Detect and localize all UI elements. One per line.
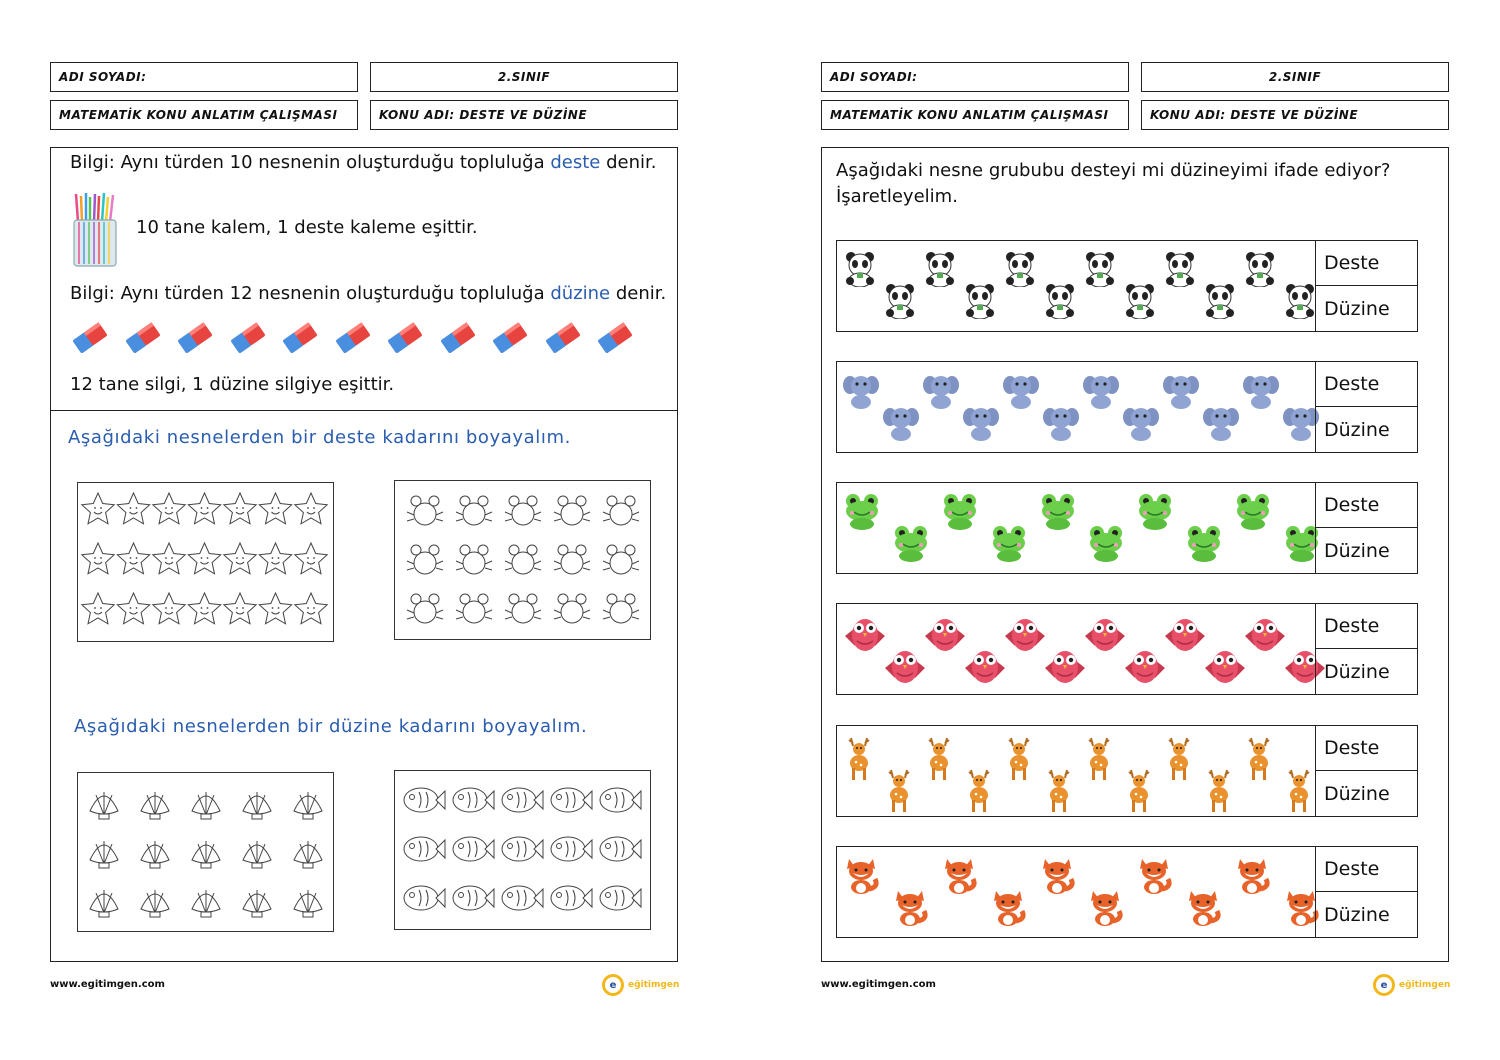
name-field: ADI SOYADI: <box>821 62 1129 92</box>
deer-icon <box>1283 768 1315 818</box>
option-duzine[interactable]: Düzine <box>1324 782 1390 805</box>
class-field: 2.SINIF <box>1141 62 1449 92</box>
fish-icon[interactable] <box>551 788 592 812</box>
fox-icon <box>1039 857 1075 899</box>
answer-options <box>1315 847 1417 937</box>
fox-icon <box>892 889 928 931</box>
deer-group <box>837 726 1315 816</box>
option-deste[interactable]: Deste <box>1316 847 1417 892</box>
eraser-icon <box>123 318 163 362</box>
elephant-icon <box>1283 404 1319 446</box>
logo-mark-icon: e <box>1373 974 1395 996</box>
frog-icon <box>1087 525 1125 567</box>
deer-icon <box>963 768 995 818</box>
deer-icon <box>1003 736 1035 786</box>
crab-icon[interactable] <box>603 496 639 525</box>
shell-icon[interactable] <box>192 792 220 819</box>
deer-icon <box>923 736 955 786</box>
fish-icon[interactable] <box>551 886 592 910</box>
shell-icon[interactable] <box>141 841 169 868</box>
crab-grid-icons <box>395 481 649 638</box>
fish-grid[interactable] <box>394 770 651 930</box>
fish-icon[interactable] <box>600 788 641 812</box>
star-icon[interactable] <box>259 593 291 624</box>
owl-icon <box>1083 614 1127 658</box>
crab-icon[interactable] <box>407 496 443 525</box>
animal-row-elephant <box>836 361 1418 453</box>
shell-icon[interactable] <box>192 890 220 917</box>
panda-icon <box>923 251 957 291</box>
topic-field: KONU ADI: DESTE VE DÜZİNE <box>370 100 678 130</box>
star-icon[interactable] <box>153 493 185 524</box>
star-icon[interactable] <box>259 493 291 524</box>
panda-icon <box>883 283 917 323</box>
owl-icon <box>1163 614 1207 658</box>
star-icon[interactable] <box>153 543 185 574</box>
elephant-icon <box>963 404 999 446</box>
elephant-icon <box>843 372 879 414</box>
fox-icon <box>1234 857 1270 899</box>
pencil-cup-icon <box>70 192 120 270</box>
question-line-1: Aşağıdaki nesne grububu desteyi mi düzineyimi ifade ediyor? <box>836 160 1391 181</box>
logo-mark-icon: e <box>602 974 624 996</box>
owl-icon <box>883 646 927 690</box>
owl-icon <box>1123 646 1167 690</box>
fish-grid-icons <box>395 771 649 928</box>
animal-row-panda <box>836 240 1418 332</box>
animal-row-fox <box>836 846 1418 938</box>
topic-field: KONU ADI: DESTE VE DÜZİNE <box>1141 100 1449 130</box>
eraser-icon <box>280 318 320 362</box>
crab-icon[interactable] <box>603 594 639 623</box>
crab-icon[interactable] <box>407 594 443 623</box>
answer-options <box>1315 604 1417 694</box>
star-icon[interactable] <box>188 493 220 524</box>
animal-row-deer <box>836 725 1418 817</box>
star-icon[interactable] <box>82 593 114 624</box>
deer-icon <box>1043 768 1075 818</box>
star-icon[interactable] <box>259 543 291 574</box>
option-deste[interactable]: Deste <box>1316 726 1417 771</box>
fox-icon <box>941 857 977 899</box>
elephant-icon <box>1043 404 1079 446</box>
fox-icon <box>1283 889 1319 931</box>
crab-grid[interactable] <box>394 480 651 640</box>
deer-icon <box>1203 768 1235 818</box>
deer-icon <box>843 736 875 786</box>
deer-icon <box>883 768 915 818</box>
shell-grid[interactable] <box>77 772 334 932</box>
brand-logo: e eğitimgen <box>602 974 679 996</box>
star-icon[interactable] <box>153 593 185 624</box>
fish-icon[interactable] <box>502 886 543 910</box>
panda-icon <box>1243 251 1277 291</box>
left-page <box>50 0 710 1060</box>
eraser-icon <box>175 318 215 362</box>
crab-icon[interactable] <box>456 594 492 623</box>
star-icon[interactable] <box>224 593 256 624</box>
answer-options <box>1315 362 1417 452</box>
elephant-icon <box>1083 372 1119 414</box>
star-icon[interactable] <box>117 493 149 524</box>
fox-icon <box>1136 857 1172 899</box>
elephant-icon <box>1243 372 1279 414</box>
pencil-sentence: 10 tane kalem, 1 deste kaleme eşittir. <box>136 217 478 238</box>
deer-icon <box>1083 736 1115 786</box>
answer-options <box>1315 726 1417 816</box>
owl-icon <box>1203 646 1247 690</box>
fish-icon[interactable] <box>453 788 494 812</box>
animal-row-frog <box>836 482 1418 574</box>
crab-icon[interactable] <box>505 545 541 574</box>
deer-icon <box>1163 736 1195 786</box>
shell-icon[interactable] <box>294 792 322 819</box>
option-duzine[interactable]: Düzine <box>1324 418 1390 441</box>
name-field: ADI SOYADI: <box>50 62 358 92</box>
fox-icon <box>1185 889 1221 931</box>
right-page <box>821 0 1481 1060</box>
panda-icon <box>963 283 997 323</box>
eraser-icon <box>438 318 478 362</box>
crab-icon[interactable] <box>505 496 541 525</box>
star-icon[interactable] <box>295 493 327 524</box>
shell-icon[interactable] <box>141 890 169 917</box>
star-icon[interactable] <box>117 593 149 624</box>
frog-icon <box>1136 493 1174 535</box>
star-icon[interactable] <box>82 543 114 574</box>
owl-group <box>837 604 1315 694</box>
eraser-sentence: 12 tane silgi, 1 düzine silgiye eşittir. <box>70 374 395 395</box>
fish-icon[interactable] <box>453 886 494 910</box>
crab-icon[interactable] <box>456 545 492 574</box>
footer-url[interactable]: www.egitimgen.com <box>50 979 165 990</box>
deer-icon <box>1123 768 1155 818</box>
shell-icon[interactable] <box>243 792 271 819</box>
answer-options <box>1315 483 1417 573</box>
crab-icon[interactable] <box>603 545 639 574</box>
eraser-icon <box>490 318 530 362</box>
fish-icon[interactable] <box>502 788 543 812</box>
shell-icon[interactable] <box>90 890 118 917</box>
option-deste[interactable]: Deste <box>1316 483 1417 528</box>
option-deste[interactable]: Deste <box>1316 604 1417 649</box>
eraser-icon <box>70 318 110 362</box>
owl-icon <box>923 614 967 658</box>
option-deste[interactable]: Deste <box>1316 362 1417 407</box>
subject-field: MATEMATİK KONU ANLATIM ÇALIŞMASI <box>821 100 1129 130</box>
frog-icon <box>892 525 930 567</box>
frog-group <box>837 483 1315 573</box>
owl-icon <box>1003 614 1047 658</box>
deer-icon <box>1243 736 1275 786</box>
subject-field: MATEMATİK KONU ANLATIM ÇALIŞMASI <box>50 100 358 130</box>
fish-icon[interactable] <box>502 837 543 861</box>
shell-icon[interactable] <box>243 890 271 917</box>
star-icon[interactable] <box>188 543 220 574</box>
info-box <box>50 147 678 411</box>
elephant-icon <box>883 404 919 446</box>
elephant-icon <box>923 372 959 414</box>
star-icon[interactable] <box>224 493 256 524</box>
eraser-icon <box>543 318 583 362</box>
owl-icon <box>1243 614 1287 658</box>
eraser-icon <box>595 318 635 362</box>
star-icon[interactable] <box>82 493 114 524</box>
fish-icon[interactable] <box>600 886 641 910</box>
panda-icon <box>1043 283 1077 323</box>
fox-group <box>837 847 1315 937</box>
crab-icon[interactable] <box>505 594 541 623</box>
panda-icon <box>1163 251 1197 291</box>
crab-icon[interactable] <box>456 496 492 525</box>
frog-icon <box>990 525 1028 567</box>
class-field: 2.SINIF <box>370 62 678 92</box>
fish-icon[interactable] <box>404 837 445 861</box>
frog-icon <box>843 493 881 535</box>
shell-icon[interactable] <box>141 792 169 819</box>
option-deste[interactable]: Deste <box>1316 241 1417 286</box>
shell-icon[interactable] <box>90 792 118 819</box>
star-grid[interactable] <box>77 482 334 642</box>
star-icon[interactable] <box>295 593 327 624</box>
panda-icon <box>1283 283 1317 323</box>
option-duzine[interactable]: Düzine <box>1324 660 1390 683</box>
shell-icon[interactable] <box>90 841 118 868</box>
deste-definition: Bilgi: Aynı türden 10 nesnenin oluşturduğu topluluğa deste denir. <box>70 152 657 173</box>
fish-icon[interactable] <box>404 788 445 812</box>
crab-icon[interactable] <box>554 496 590 525</box>
footer-url[interactable]: www.egitimgen.com <box>821 979 936 990</box>
crab-icon[interactable] <box>554 545 590 574</box>
instruction-deste: Aşağıdaki nesnelerden bir deste kadarını boyayalım. <box>68 427 571 448</box>
option-duzine[interactable]: Düzine <box>1324 539 1390 562</box>
panda-icon <box>1083 251 1117 291</box>
owl-icon <box>963 646 1007 690</box>
star-icon[interactable] <box>224 543 256 574</box>
panda-icon <box>843 251 877 291</box>
fish-icon[interactable] <box>551 837 592 861</box>
elephant-icon <box>1123 404 1159 446</box>
panda-icon <box>1003 251 1037 291</box>
eraser-icon <box>385 318 425 362</box>
eraser-row <box>70 318 670 362</box>
panda-icon <box>1203 283 1237 323</box>
frog-icon <box>1234 493 1272 535</box>
frog-icon <box>1185 525 1223 567</box>
star-icon[interactable] <box>295 543 327 574</box>
fish-icon[interactable] <box>404 886 445 910</box>
fox-icon <box>990 889 1026 931</box>
option-duzine[interactable]: Düzine <box>1324 903 1390 926</box>
eraser-icon <box>228 318 268 362</box>
answer-options <box>1315 241 1417 331</box>
fox-icon <box>1087 889 1123 931</box>
crab-icon[interactable] <box>554 594 590 623</box>
eraser-icon <box>333 318 373 362</box>
star-icon[interactable] <box>117 543 149 574</box>
owl-icon <box>843 614 887 658</box>
shell-icon[interactable] <box>192 841 220 868</box>
star-grid-icons <box>78 483 332 640</box>
shell-icon[interactable] <box>294 841 322 868</box>
option-duzine[interactable]: Düzine <box>1324 297 1390 320</box>
panda-group <box>837 241 1315 331</box>
shell-icon[interactable] <box>294 890 322 917</box>
elephant-group <box>837 362 1315 452</box>
star-icon[interactable] <box>188 593 220 624</box>
crab-icon[interactable] <box>407 545 443 574</box>
frog-icon <box>1039 493 1077 535</box>
panda-icon <box>1123 283 1157 323</box>
question-line-2: İşaretleyelim. <box>836 186 958 207</box>
fish-icon[interactable] <box>600 837 641 861</box>
elephant-icon <box>1203 404 1239 446</box>
animal-row-owl <box>836 603 1418 695</box>
brand-logo: e eğitimgen <box>1373 974 1450 996</box>
shell-grid-icons <box>78 773 332 930</box>
instruction-duzine: Aşağıdaki nesnelerden bir düzine kadarını boyayalım. <box>74 716 588 737</box>
owl-icon <box>1043 646 1087 690</box>
elephant-icon <box>1163 372 1199 414</box>
frog-icon <box>941 493 979 535</box>
fox-icon <box>843 857 879 899</box>
shell-icon[interactable] <box>243 841 271 868</box>
elephant-icon <box>1003 372 1039 414</box>
fish-icon[interactable] <box>453 837 494 861</box>
duzine-definition: Bilgi: Aynı türden 12 nesnenin oluşturduğu topluluğa düzine denir. <box>70 283 667 304</box>
